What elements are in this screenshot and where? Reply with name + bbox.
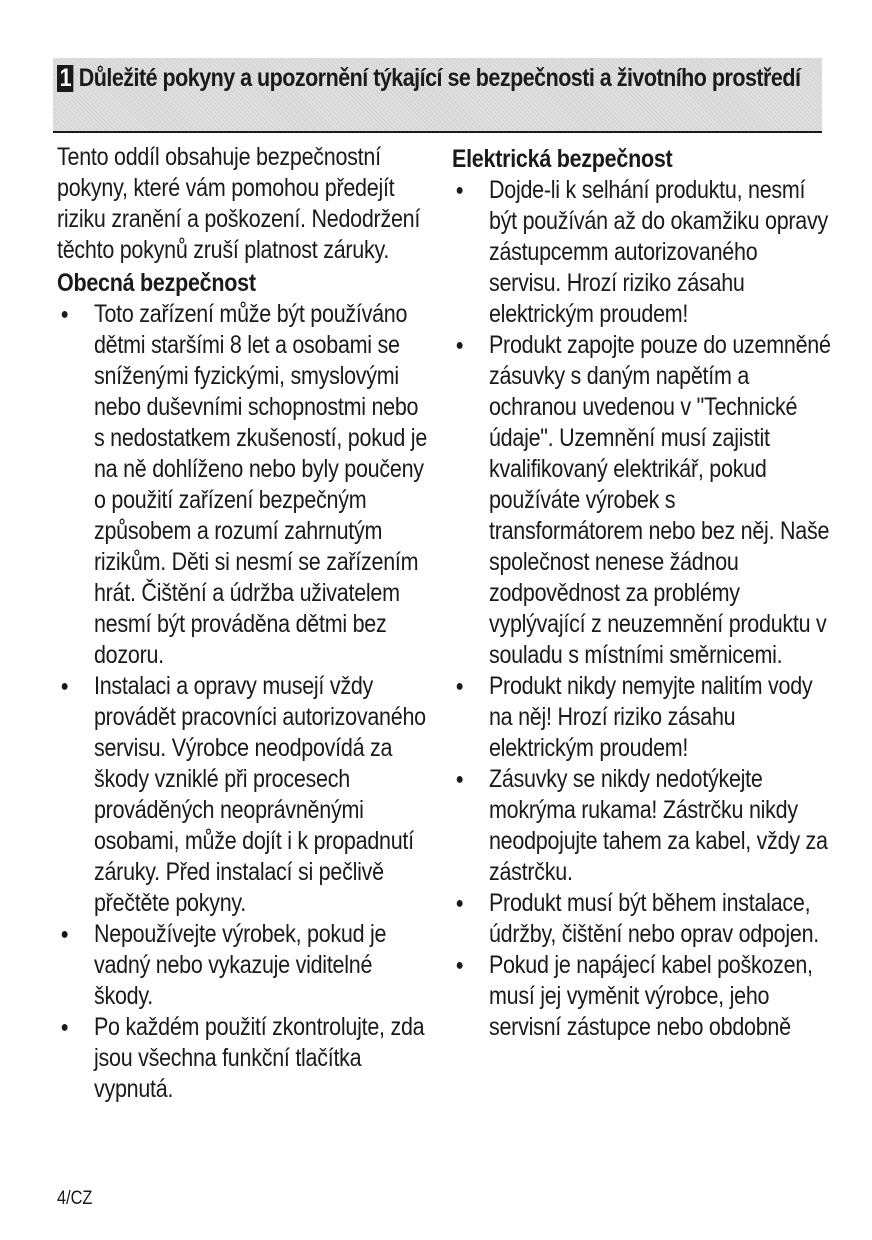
list-item: ● Po každém použití zkontrolujte, zda jsou všechna funkční tlačítka vypnutá. (57, 1012, 427, 1105)
electrical-safety-heading: Elektrická bezpečnost (452, 145, 673, 173)
list-item: ● Instalaci a opravy musejí vždy provádět pracovníci autorizovaného servisu. Výrobce neodpovídá za škody vzniklé při procesech prováděných neoprávněnými osobami, může dojít i k propadnutí záruky. Před instalací si pečlivě přečtěte pokyny. (57, 671, 427, 919)
list-item: ● Zásuvky se nikdy nedotýkejte mokrýma rukama! Zástrčku nikdy neodpojujte tahem za kabel, vždy za zástrčku. (452, 764, 832, 888)
list-item: ● Nepoužívejte výrobek, pokud je vadný nebo vykazuje viditelné škody. (57, 919, 427, 1012)
list-item: ● Pokud je napájecí kabel poškozen, musí jej vyměnit výrobce, jeho servisní zástupce nebo obdobně (452, 950, 832, 1043)
left-column (57, 142, 427, 1105)
intro-paragraph: Tento oddíl obsahuje bezpečnostní pokyny, které vám pomohou předejít riziku zranění a poškození. Nedodržení těchto pokynů zruší platnost záruky. (57, 143, 421, 264)
electrical-safety-list (452, 175, 832, 1043)
right-column (452, 142, 832, 1043)
list-item: ● Dojde-li k selhání produktu, nesmí být používán až do okamžiku opravy zástupcemm autorizovaného servisu. Hrozí riziko zásahu elektrickým proudem! (452, 175, 832, 330)
list-item: ● Produkt nikdy nemyjte nalitím vody na něj! Hrozí riziko zásahu elektrickým proudem! (452, 671, 832, 764)
section-title: Důležité pokyny a upozornění týkající se bezpečnosti a životního prostředí (78, 64, 801, 92)
general-safety-list (57, 299, 427, 1105)
section-number: 1 (57, 65, 74, 92)
general-safety-heading: Obecná bezpečnost (57, 269, 256, 297)
list-item: ● Produkt musí být během instalace, údržby, čištění nebo oprav odpojen. (452, 888, 832, 950)
list-item: ● Toto zařízení může být používáno dětmi staršími 8 let a osobami se sníženými fyzickými, smyslovými nebo duševními schopnostmi nebo s nedostatkem zkušeností, pokud je na ně dohlíženo nebo byly poučeny o použití zařízení bezpečným způsobem a rozumí zahrnutým rizikům. Děti si nesmí se zařízením hrát. Čištění a údržba uživatelem nesmí být prováděna dětmi bez dozoru. (57, 299, 427, 671)
page-number: 4/CZ (57, 1188, 93, 1209)
section-header (53, 58, 822, 133)
list-item: ● Produkt zapojte pouze do uzemněné zásuvky s daným napětím a ochranou uvedenou v "Technické údaje". Uzemnění musí zajistit kvalifikovaný elektrikář, pokud používáte výrobek s transformátorem nebo bez něj. Naše společnost nenese žádnou zodpovědnost za problémy vyplývající z neuzemnění produktu v souladu s místními směrnicemi. (452, 330, 832, 671)
section-title-wrap (57, 63, 824, 94)
